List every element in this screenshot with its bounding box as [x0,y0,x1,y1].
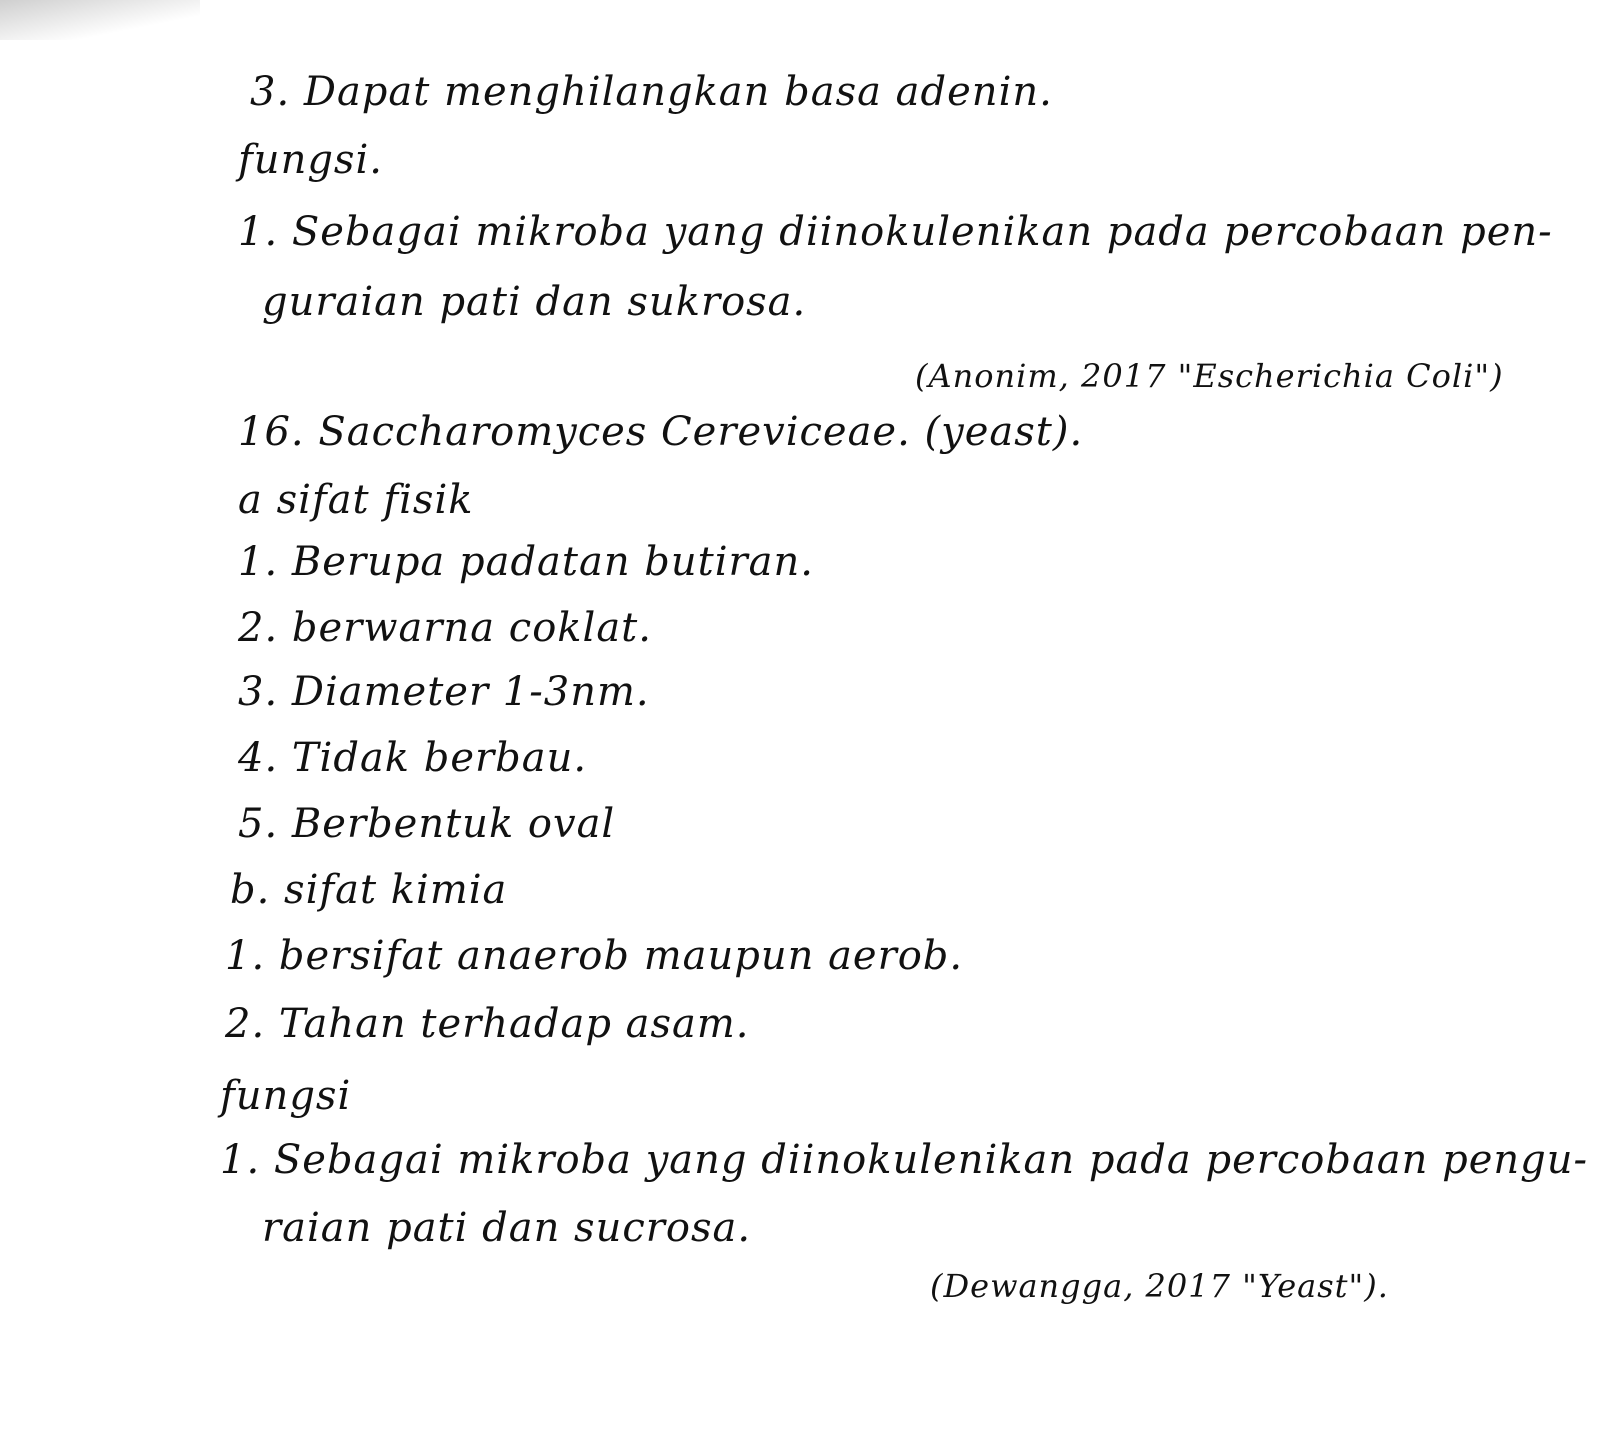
note-line-12: 5. Berbentuk oval [238,801,616,847]
note-line-4: guraian pati dan sukrosa. [262,279,807,325]
note-line-10: 3. Diameter 1-3nm. [238,669,650,715]
note-line-7: a sifat fisik [238,477,474,523]
note-line-13: b. sifat kimia [230,867,508,913]
note-line-18: raian pati dan sucrosa. [262,1205,752,1251]
note-line-1: 3. Dapat menghilangkan basa adenin. [250,69,1053,115]
note-line-14: 1. bersifat anaerob maupun aerob. [225,933,964,979]
note-line-16: fungsi [220,1073,352,1119]
note-line-3: 1. Sebagai mikroba yang diinokulenikan pada percobaan pen- [238,209,1553,255]
note-line-15: 2. Tahan terhadap asam. [225,1001,750,1047]
corner-shadow [0,0,200,40]
note-line-6: 16. Saccharomyces Cereviceae. (yeast). [238,409,1084,455]
note-line-8: 1. Berupa padatan butiran. [238,539,814,585]
note-line-2: fungsi. [238,137,383,183]
note-line-17: 1. Sebagai mikroba yang diinokulenikan pada percobaan pengu- [220,1137,1589,1183]
note-line-9: 2. berwarna coklat. [238,605,652,651]
citation-1: (Anonim, 2017 "Escherichia Coli") [915,357,1504,395]
citation-2: (Dewangga, 2017 "Yeast"). [930,1267,1389,1305]
note-line-11: 4. Tidak berbau. [238,735,588,781]
